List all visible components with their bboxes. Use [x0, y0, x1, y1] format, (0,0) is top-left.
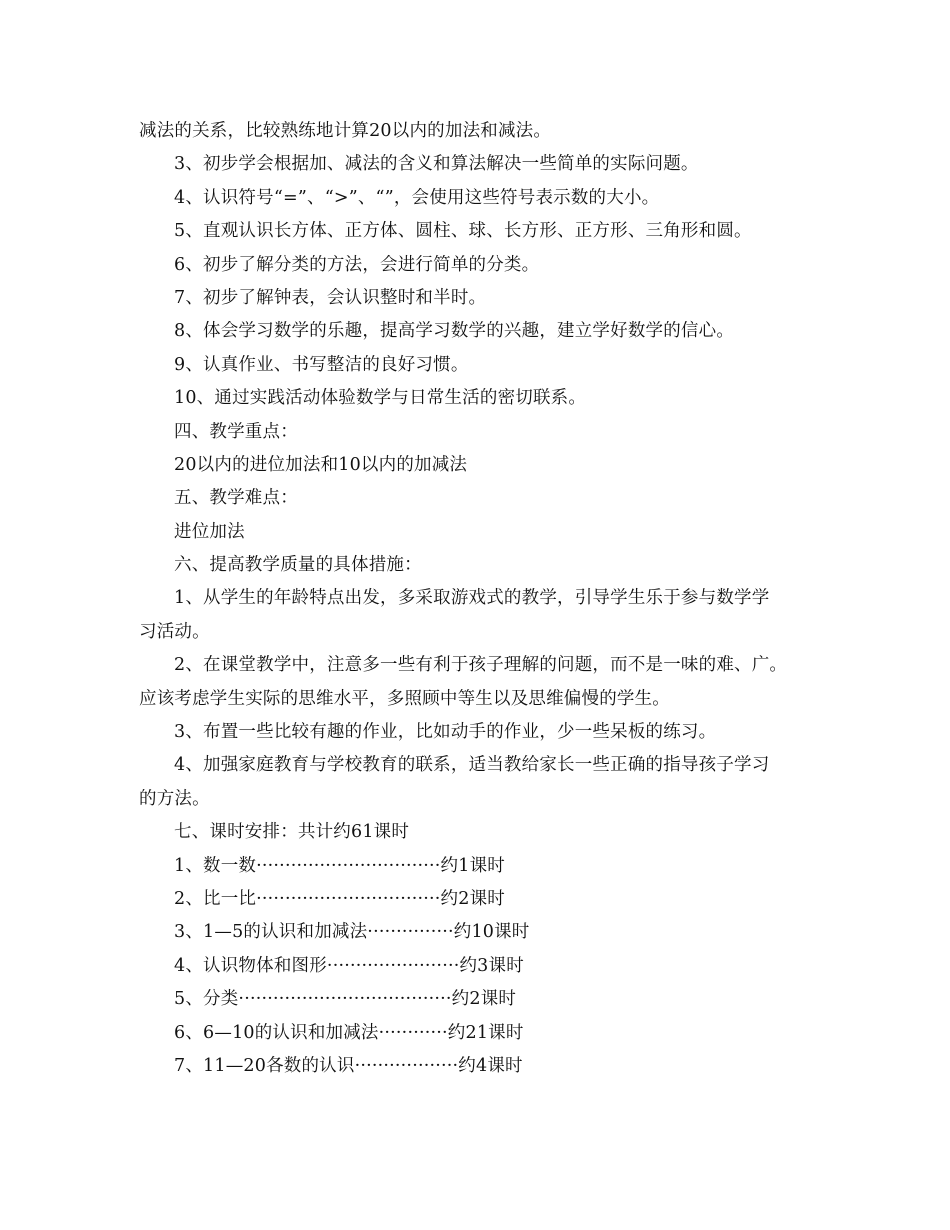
text-line: 3、1—5的认识和加减法···············约10课时: [174, 922, 530, 943]
text-line: 1、从学生的年龄特点出发，多采取游戏式的教学，引导学生乐于参与数学学: [174, 588, 770, 609]
text-line: 20以内的进位加法和10以内的加减法: [174, 454, 468, 475]
document-body: [139, 115, 829, 1083]
text-line: 2、比一比································约2课时: [174, 888, 505, 909]
text-line: 1、数一数································约1课时: [174, 855, 505, 876]
text-line: 4、认识符号“=”、“>”、“”，会使用这些符号表示数的大小。: [174, 187, 660, 208]
text-line: 6、6—10的认识和加减法············约21课时: [174, 1022, 524, 1043]
text-line: 减法的关系，比较熟练地计算20以内的加法和减法。: [139, 121, 552, 141]
text-line: 七、课时安排：共计约61课时: [174, 822, 410, 843]
text-line: 8、体会学习数学的乐趣，提高学习数学的兴趣，建立学好数学的信心。: [174, 321, 735, 342]
text-line: 2、在课堂教学中，注意多一些有利于孩子理解的问题，而不是一味的难、广。: [174, 655, 788, 676]
text-line: 3、初步学会根据加、减法的含义和算法解决一些简单的实际问题。: [174, 154, 699, 175]
text-line: 9、认真作业、书写整洁的良好习惯。: [174, 354, 469, 375]
text-line: 习活动。: [139, 621, 210, 642]
text-line: 10、通过实践活动体验数学与日常生活的密切联系。: [174, 388, 587, 409]
text-line: 7、初步了解钟表，会认识整时和半时。: [174, 287, 487, 308]
text-line: 7、11—20各数的认识··················约4课时: [174, 1055, 523, 1076]
text-line: 五、教学难点：: [174, 488, 298, 509]
text-line: 3、布置一些比较有趣的作业，比如动手的作业，少一些呆板的练习。: [174, 722, 717, 743]
text-line: 4、加强家庭教育与学校教育的联系，适当教给家长一些正确的指导孩子学习: [174, 755, 770, 776]
text-line: 6、初步了解分类的方法，会进行简单的分类。: [174, 254, 540, 275]
text-line: 的方法。: [139, 788, 210, 809]
text-line: 4、认识物体和图形·······················约3课时: [174, 955, 524, 976]
text-line: 5、直观认识长方体、正方体、圆柱、球、长方形、正方形、三角形和圆。: [174, 221, 752, 242]
text-line: 5、分类·····································约2课时: [174, 989, 517, 1010]
text-line: 应该考虑学生实际的思维水平，多照顾中等生以及思维偏慢的学生。: [139, 688, 670, 709]
text-line: 进位加法: [174, 521, 245, 542]
text-line: 四、教学重点：: [174, 421, 298, 442]
text-line: 六、提高教学质量的具体措施：: [174, 555, 422, 576]
